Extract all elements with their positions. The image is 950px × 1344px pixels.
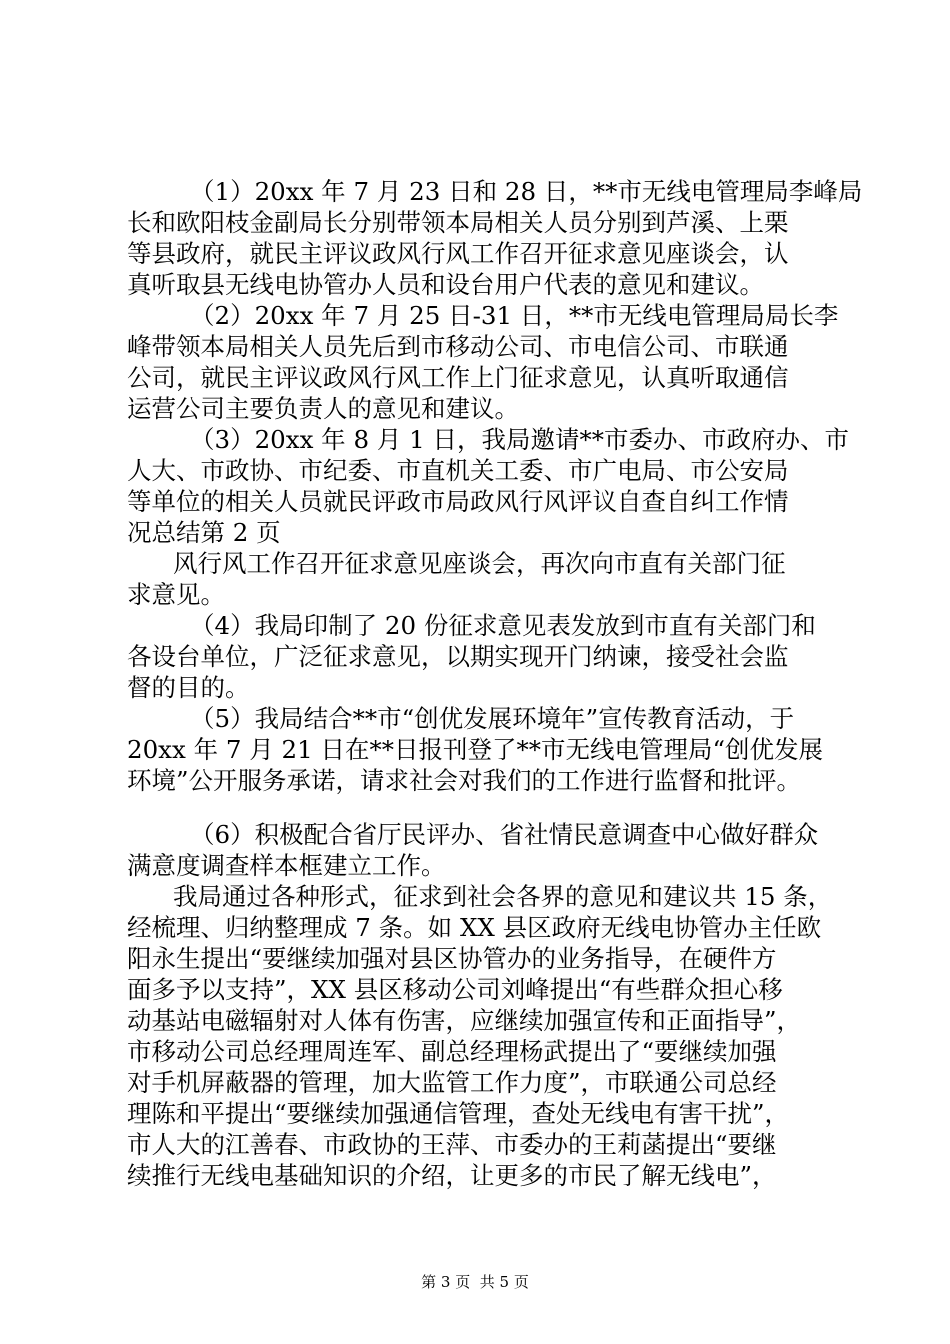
text-line: 运营公司主要负责人的意见和建议。	[127, 394, 519, 423]
text-line: （3）20xx 年 8 月 1 日，我局邀请**市委办、市政府办、市	[190, 425, 850, 454]
text-line: 对手机屏蔽器的管理，加大监管工作力度”，市联通公司总经	[127, 1068, 777, 1097]
text-line: 经梳理、归纳整理成 7 条。如 XX 县区政府无线电协管办主任欧	[127, 913, 822, 942]
text-line: （5）我局结合**市“创优发展环境年”宣传教育活动，于	[190, 704, 795, 733]
text-line: 公司，就民主评议政风行风工作上门征求意见，认真听取通信	[127, 363, 789, 392]
text-line: 动基站电磁辐射对人体有伤害，应继续加强宣传和正面指导”，	[127, 1006, 802, 1035]
text-line: 各设台单位，广泛征求意见，以期实现开门纳谏，接受社会监	[127, 642, 789, 671]
text-line: （6）积极配合省厅民评办、省社情民意调查中心做好群众	[190, 820, 819, 849]
text-line: 长和欧阳枝金副局长分别带领本局相关人员分别到芦溪、上栗	[127, 208, 789, 237]
text-line: 风行风工作召开征求意见座谈会，再次向市直有关部门征	[173, 549, 786, 578]
text-line: 理陈和平提出“要继续加强通信管理，查处无线电有害干扰”，	[127, 1099, 790, 1128]
text-line: 等单位的相关人员就民评政市局政风行风评议自查自纠工作情	[127, 487, 789, 516]
text-line: 峰带领本局相关人员先后到市移动公司、市电信公司、市联通	[127, 332, 789, 361]
text-line: 续推行无线电基础知识的介绍，让更多的市民了解无线电”，	[127, 1161, 777, 1190]
text-line: 督的目的。	[127, 673, 250, 702]
page-footer: 第 3 页 共 5 页	[421, 1273, 529, 1291]
text-line: 20xx 年 7 月 21 日在**日报刊登了**市无线电管理局“创优发展	[127, 735, 824, 764]
text-line: 人大、市政协、市纪委、市直机关工委、市广电局、市公安局	[127, 456, 789, 485]
text-line: （1）20xx 年 7 月 23 日和 28 日，**市无线电管理局李峰局	[190, 177, 863, 206]
text-line: 我局通过各种形式，征求到社会各界的意见和建议共 15 条，	[173, 882, 833, 911]
text-line: 等县政府，就民主评议政风行风工作召开征求意见座谈会，认	[127, 239, 789, 268]
text-line: 阳永生提出“要继续加强对县区协管办的业务指导，在硬件方	[127, 944, 777, 973]
text-line: （2）20xx 年 7 月 25 日-31 日，**市无线电管理局局长李	[190, 301, 839, 330]
text-line: 环境”公开服务承诺，请求社会对我们的工作进行监督和批评。	[127, 766, 802, 795]
text-line: 求意见。	[127, 580, 225, 609]
text-line: 真听取县无线电协管办人员和设台用户代表的意见和建议。	[127, 270, 764, 299]
text-line: 市移动公司总经理周连军、副总经理杨武提出了“要继续加强	[127, 1037, 777, 1066]
text-line: 满意度调查样本框建立工作。	[127, 851, 446, 880]
text-line: 面多予以支持”，XX 县区移动公司刘峰提出“有些群众担心移	[127, 975, 783, 1004]
text-line: 况总结第 2 页	[127, 518, 281, 547]
text-line: 市人大的江善春、市政协的王萍、市委办的王莉菡提出“要继	[127, 1130, 777, 1159]
text-line: （4）我局印制了 20 份征求意见表发放到市直有关部门和	[190, 611, 816, 640]
